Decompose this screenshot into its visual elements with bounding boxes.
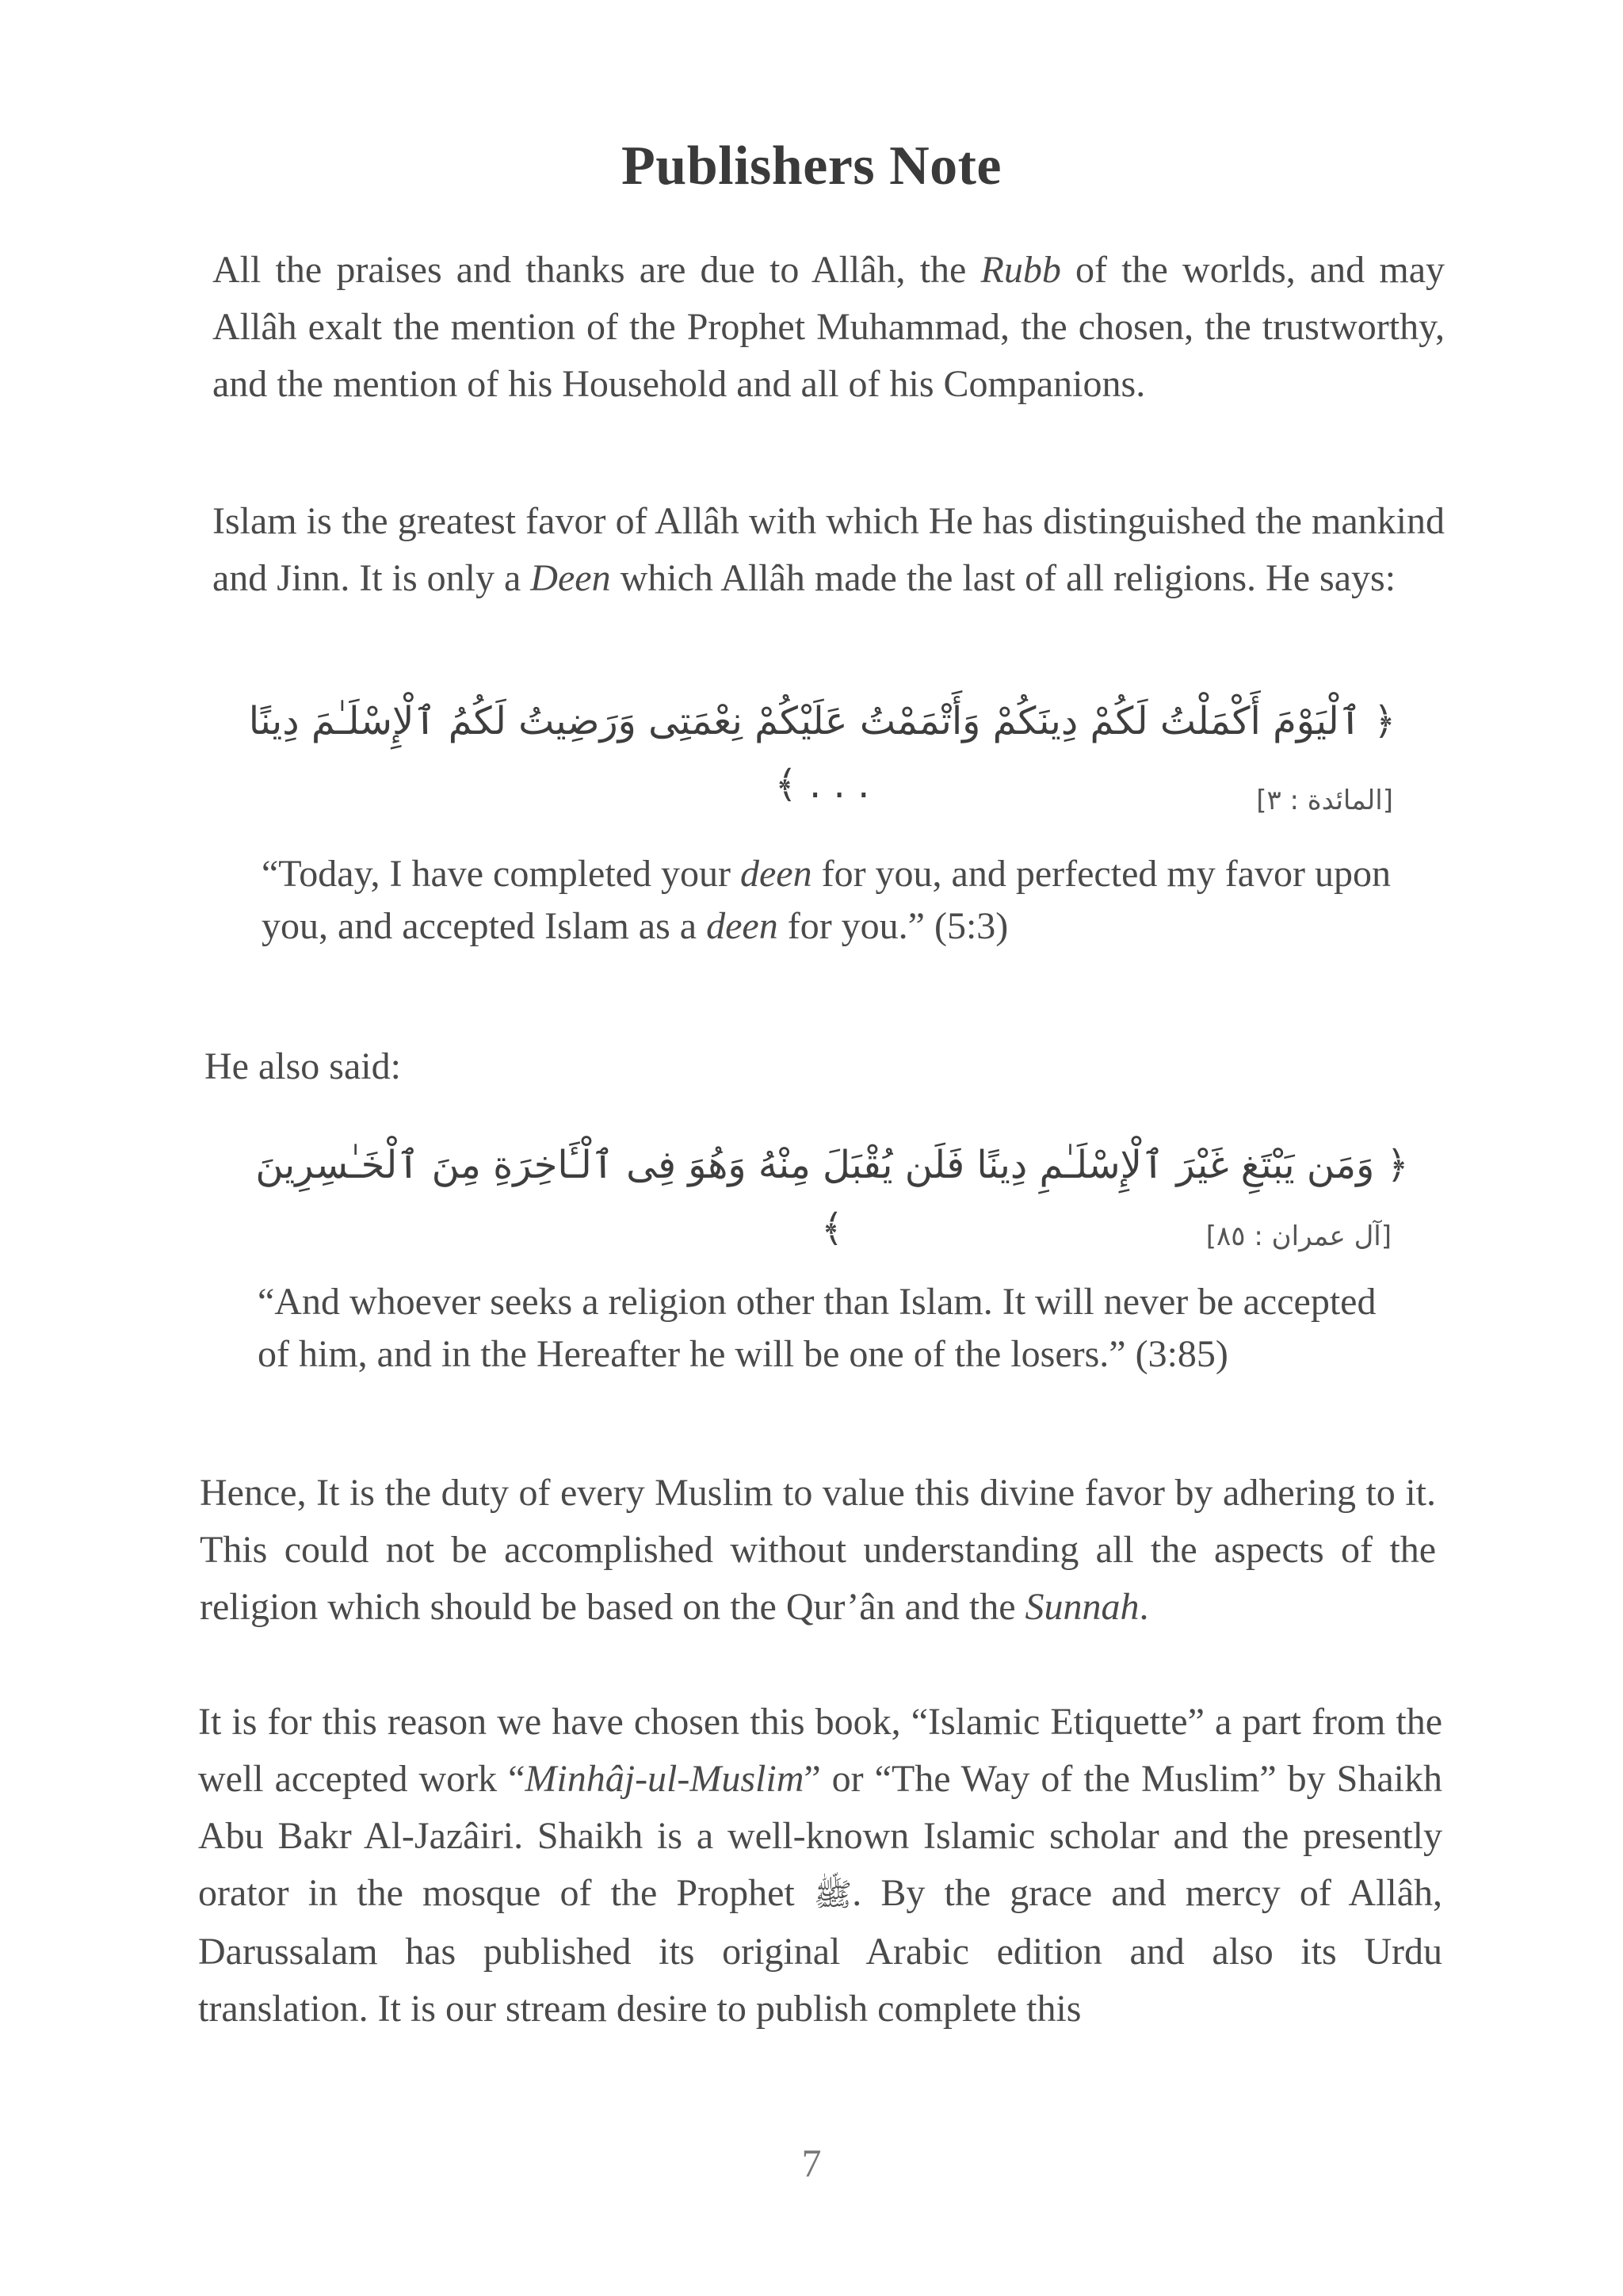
deen-term-1: deen [739,853,812,895]
page-number: 7 [801,2141,822,2185]
paragraph-praise [212,242,1445,413]
arabic-verse-1: ﴿ ٱلْيَوْمَ أَكْمَلْتُ لَكُمْ دِينَكُمْ وَأَتْمَمْتُ عَلَيْكُمْ نِعْمَتِى وَرَضِيتُ لَكُمُ ٱلْإِسْلَـٰمَ دِينًا . . . ﴾ [248,699,1396,807]
verse-translation-2: “And whoever seeks a religion other than Islam. It will never be accepted of him, and in the Hereafter he will be one of the losers.” (3:85) [258,1281,1377,1375]
deen-term: Deen [530,557,611,599]
paragraph-book-choice [198,1694,1442,2038]
paragraph-islam-favor-text-a: Islam is the greatest favor of Allâh with which He has distinguished the mankind and Jinn. It is only a [212,500,1445,599]
verse-translation-1 [262,848,1403,953]
he-also-said-text: He also said: [204,1045,401,1087]
paragraph-islam-favor-text-b: which Allâh made the last of all religions. He says: [610,557,1396,599]
paragraph-book-choice-text-b: ” or “The Way of the Muslim” by Shaikh Abu Bakr Al-Jazâiri. Shaikh is a well-known Islamic scholar and the presently orator in the mosque of the Prophet [198,1758,1442,1914]
arabic-verse-2: ﴿ وَمَن يَبْتَغِ غَيْرَ ٱلْإِسْلَـٰمِ دِينًا فَلَن يُقْبَلَ مِنْهُ وَهُوَ فِى ٱلْـَٔاخِرَةِ مِنَ ٱلْخَـٰسِرِينَ ﴾ [255,1143,1409,1251]
paragraph-book-choice-text-a: It is for this reason we have chosen this book, “Islamic Etiquette” a part from the well accepted work “ [198,1701,1442,1800]
paragraph-praise-text-a: All the praises and thanks are due to Allâh, the [212,249,981,291]
rubb-term: Rubb [980,249,1061,291]
paragraph-book-choice-text-c: . By the grace and mercy of Allâh, Darussalam has published its original Arabic edition and also its Urdu translation. It is our stream desire to publish complete this [198,1872,1442,2030]
verse-translation-1-text-a: “Today, I have completed your [262,853,740,895]
verse-reference-1: [المائدة : ٣] [1256,785,1393,816]
sunnah-term: Sunnah [1025,1586,1140,1628]
paragraph-duty-text-a: Hence, It is the duty of every Muslim to value this divine favor by adhering to it. This could not be accomplished without understanding all the aspects of the religion which should be based on the Qur’ân and the [200,1472,1436,1628]
page-title: Publishers Note [621,136,1002,197]
verse-translation-1-text-c: for you.” (5:3) [777,905,1009,947]
verse-reference-2: [آل عمران : ٨٥] [1205,1221,1392,1252]
minhaj-title: Minhâj-ul-Muslim [525,1758,804,1800]
paragraph-islam-favor [212,493,1445,607]
deen-term-2: deen [706,905,778,947]
paragraph-duty [200,1465,1436,1636]
salutation-symbol: ﷺ [813,1877,853,1913]
paragraph-praise-text-b: of the worlds, and may Allâh exalt the mention of the Prophet Muhammad, the chosen, the trustworthy, and the mention of his Household and all of his Companions. [212,249,1445,405]
paragraph-duty-text-b: . [1139,1586,1149,1628]
verse-translation-1-text-b: for you, and perfected my favor upon you, and accepted Islam as a [262,853,1391,947]
